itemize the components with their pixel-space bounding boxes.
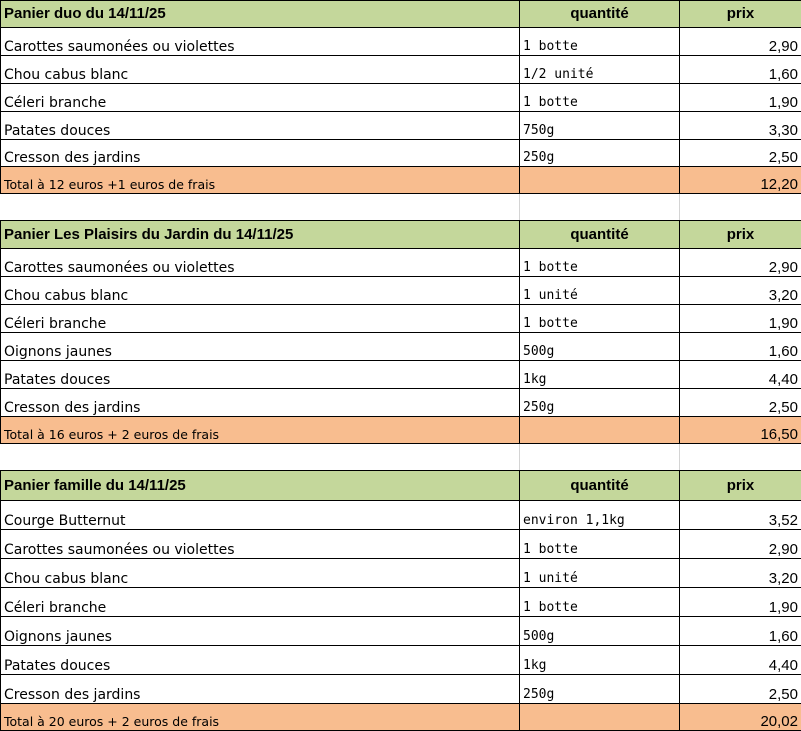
item-price[interactable]: 3,30 bbox=[680, 112, 801, 140]
item-name[interactable]: Chou cabus blanc bbox=[1, 56, 520, 84]
total-empty-cell[interactable] bbox=[520, 167, 680, 194]
item-quantity[interactable]: 1 botte bbox=[520, 588, 680, 617]
section-title[interactable]: Panier duo du 14/11/25 bbox=[1, 1, 520, 28]
item-name[interactable]: Oignons jaunes bbox=[1, 617, 520, 646]
item-name[interactable]: Patates douces bbox=[1, 361, 520, 389]
total-row bbox=[1, 417, 801, 444]
table-row bbox=[1, 56, 801, 84]
table-row bbox=[1, 140, 801, 167]
empty-cell[interactable] bbox=[520, 444, 680, 471]
item-quantity[interactable]: 1 unité bbox=[520, 559, 680, 588]
empty-cell[interactable] bbox=[680, 444, 801, 471]
item-price[interactable]: 2,50 bbox=[680, 140, 801, 167]
item-quantity[interactable]: 250g bbox=[520, 140, 680, 167]
total-label[interactable]: Total à 12 euros +1 euros de frais bbox=[1, 167, 520, 194]
table-row bbox=[1, 305, 801, 333]
item-quantity[interactable]: 1 botte bbox=[520, 305, 680, 333]
item-name[interactable]: Céleri branche bbox=[1, 84, 520, 112]
empty-cell[interactable] bbox=[520, 194, 680, 221]
item-quantity[interactable]: 1 botte bbox=[520, 84, 680, 112]
item-price[interactable]: 1,60 bbox=[680, 56, 801, 84]
total-label[interactable]: Total à 20 euros + 2 euros de frais bbox=[1, 704, 520, 731]
item-price[interactable]: 4,40 bbox=[680, 646, 801, 675]
item-name[interactable]: Courge Butternut bbox=[1, 501, 520, 530]
quantity-header[interactable]: quantité bbox=[520, 221, 680, 249]
total-row bbox=[1, 704, 801, 731]
item-name[interactable]: Cresson des jardins bbox=[1, 675, 520, 704]
total-value[interactable]: 12,20 bbox=[680, 167, 801, 194]
item-price[interactable]: 3,52 bbox=[680, 501, 801, 530]
item-quantity[interactable]: 1kg bbox=[520, 361, 680, 389]
item-name[interactable]: Carottes saumonées ou violettes bbox=[1, 249, 520, 277]
quantity-header[interactable]: quantité bbox=[520, 471, 680, 501]
item-name[interactable]: Cresson des jardins bbox=[1, 389, 520, 417]
total-value[interactable]: 20,02 bbox=[680, 704, 801, 731]
empty-cell[interactable] bbox=[680, 194, 801, 221]
item-quantity[interactable]: 1 unité bbox=[520, 277, 680, 305]
item-price[interactable]: 3,20 bbox=[680, 559, 801, 588]
item-price[interactable]: 1,60 bbox=[680, 617, 801, 646]
item-name[interactable]: Carottes saumonées ou violettes bbox=[1, 28, 520, 56]
table-row bbox=[1, 530, 801, 559]
item-price[interactable]: 1,60 bbox=[680, 333, 801, 361]
item-quantity[interactable]: 250g bbox=[520, 675, 680, 704]
spacer-row bbox=[1, 444, 801, 471]
item-price[interactable]: 4,40 bbox=[680, 361, 801, 389]
empty-cell[interactable] bbox=[1, 444, 520, 471]
table-row bbox=[1, 249, 801, 277]
spacer-row bbox=[1, 194, 801, 221]
total-label[interactable]: Total à 16 euros + 2 euros de frais bbox=[1, 417, 520, 444]
item-quantity[interactable]: 250g bbox=[520, 389, 680, 417]
item-price[interactable]: 2,90 bbox=[680, 249, 801, 277]
table-row bbox=[1, 361, 801, 389]
total-row bbox=[1, 167, 801, 194]
table-row bbox=[1, 28, 801, 56]
item-name[interactable]: Chou cabus blanc bbox=[1, 559, 520, 588]
item-name[interactable]: Carottes saumonées ou violettes bbox=[1, 530, 520, 559]
total-empty-cell[interactable] bbox=[520, 704, 680, 731]
item-name[interactable]: Oignons jaunes bbox=[1, 333, 520, 361]
price-header[interactable]: prix bbox=[680, 221, 801, 249]
section-header bbox=[1, 1, 801, 28]
section-title[interactable]: Panier Les Plaisirs du Jardin du 14/11/25 bbox=[1, 221, 520, 249]
table-row bbox=[1, 84, 801, 112]
table-row bbox=[1, 389, 801, 417]
item-name[interactable]: Chou cabus blanc bbox=[1, 277, 520, 305]
section-title[interactable]: Panier famille du 14/11/25 bbox=[1, 471, 520, 501]
table-row bbox=[1, 333, 801, 361]
section-header bbox=[1, 221, 801, 249]
item-name[interactable]: Céleri branche bbox=[1, 588, 520, 617]
item-price[interactable]: 2,50 bbox=[680, 675, 801, 704]
item-quantity[interactable]: 1 botte bbox=[520, 530, 680, 559]
table-row bbox=[1, 559, 801, 588]
quantity-header[interactable]: quantité bbox=[520, 1, 680, 28]
table-row bbox=[1, 501, 801, 530]
item-name[interactable]: Céleri branche bbox=[1, 305, 520, 333]
price-header[interactable]: prix bbox=[680, 1, 801, 28]
item-quantity[interactable]: 1 botte bbox=[520, 249, 680, 277]
table-row bbox=[1, 617, 801, 646]
item-price[interactable]: 1,90 bbox=[680, 84, 801, 112]
item-name[interactable]: Patates douces bbox=[1, 112, 520, 140]
item-price[interactable]: 1,90 bbox=[680, 305, 801, 333]
item-price[interactable]: 2,90 bbox=[680, 530, 801, 559]
item-price[interactable]: 2,90 bbox=[680, 28, 801, 56]
empty-cell[interactable] bbox=[1, 194, 520, 221]
total-value[interactable]: 16,50 bbox=[680, 417, 801, 444]
item-quantity[interactable]: 500g bbox=[520, 333, 680, 361]
item-quantity[interactable]: environ 1,1kg bbox=[520, 501, 680, 530]
item-price[interactable]: 2,50 bbox=[680, 389, 801, 417]
item-name[interactable]: Patates douces bbox=[1, 646, 520, 675]
table-row bbox=[1, 588, 801, 617]
item-quantity[interactable]: 500g bbox=[520, 617, 680, 646]
item-name[interactable]: Cresson des jardins bbox=[1, 140, 520, 167]
item-quantity[interactable]: 1 botte bbox=[520, 28, 680, 56]
section-header bbox=[1, 471, 801, 501]
table-row bbox=[1, 646, 801, 675]
item-quantity[interactable]: 750g bbox=[520, 112, 680, 140]
item-quantity[interactable]: 1/2 unité bbox=[520, 56, 680, 84]
table-row bbox=[1, 112, 801, 140]
item-price[interactable]: 3,20 bbox=[680, 277, 801, 305]
total-empty-cell[interactable] bbox=[520, 417, 680, 444]
table-row bbox=[1, 277, 801, 305]
price-header[interactable]: prix bbox=[680, 471, 801, 501]
item-quantity[interactable]: 1kg bbox=[520, 646, 680, 675]
item-price[interactable]: 1,90 bbox=[680, 588, 801, 617]
table-row bbox=[1, 675, 801, 704]
